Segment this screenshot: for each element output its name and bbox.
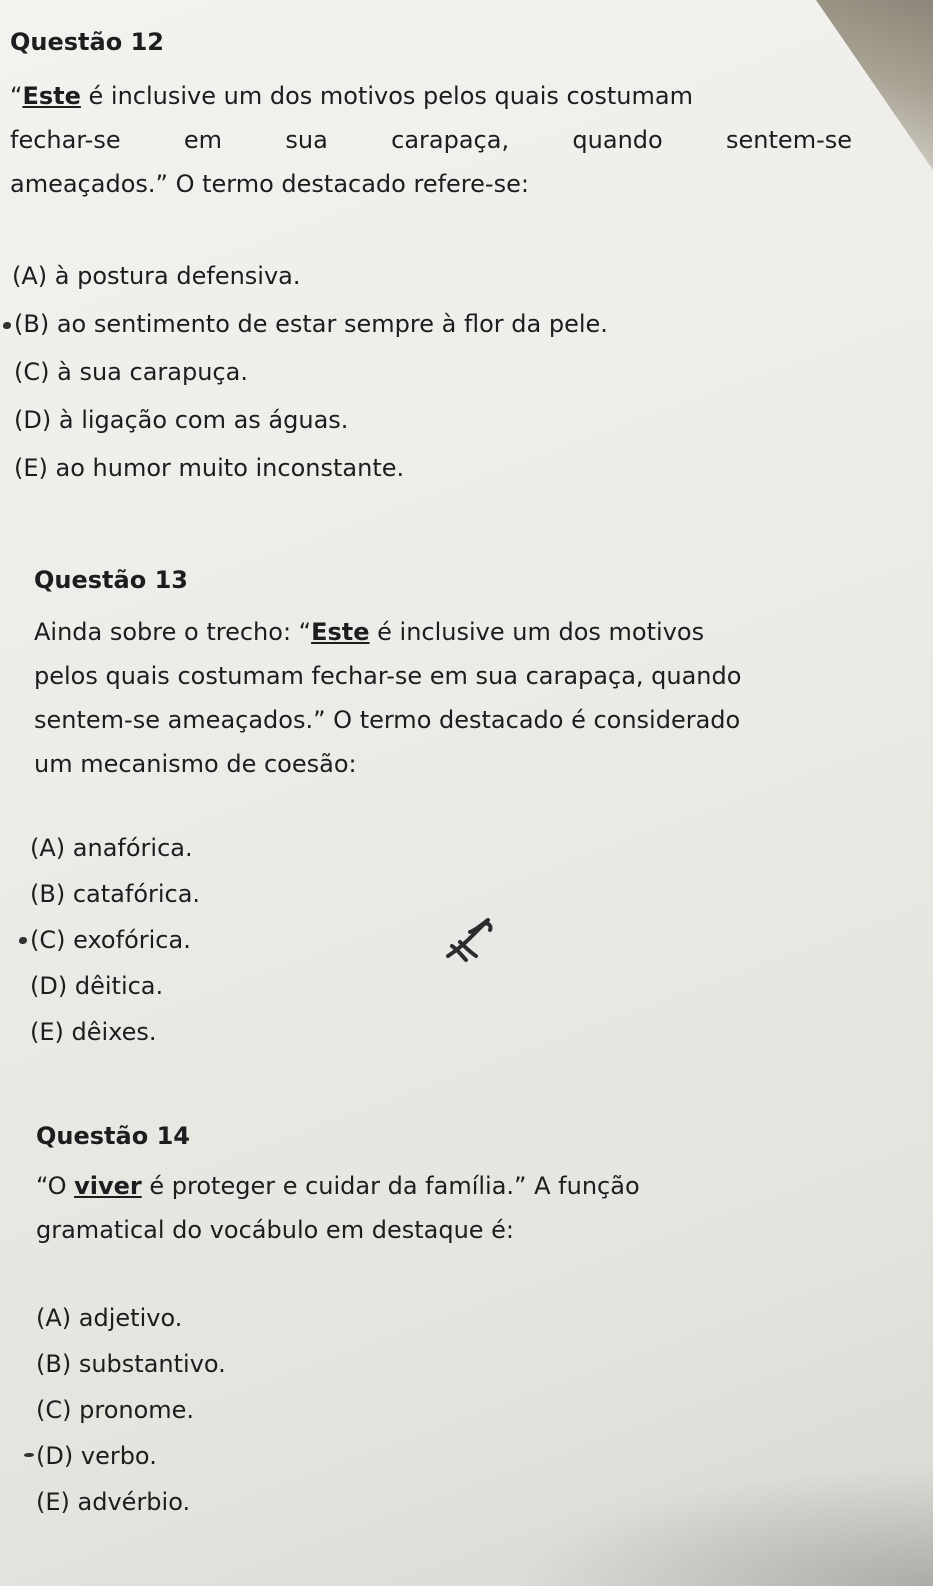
question-12-option-a[interactable]: (A) à postura defensiva.: [12, 262, 301, 290]
handwritten-check-icon: [440, 912, 500, 968]
pencil-mark: [3, 322, 11, 329]
question-13-stem-line-1: Ainda sobre o trecho: “Este é inclusive um dos motivos: [34, 618, 705, 646]
pencil-mark: [24, 1453, 34, 1457]
question-12-option-e[interactable]: (E) ao humor muito inconstante.: [14, 454, 405, 482]
question-13-title: Questão 13: [34, 566, 188, 594]
question-14-highlighted-term: viver: [74, 1172, 142, 1200]
question-14-stem-line-1: “O viver é proteger e cuidar da família.” A função: [36, 1172, 640, 1200]
question-14-option-a[interactable]: (A) adjetivo.: [36, 1304, 183, 1332]
question-13-stem-line-2: pelos quais costumam fechar-se em sua carapaça, quando: [34, 662, 742, 690]
question-13-highlighted-term: Este: [311, 618, 370, 646]
question-13-stem-line-4: um mecanismo de coesão:: [34, 750, 357, 778]
question-12-highlighted-term: Este: [22, 82, 81, 110]
question-13-option-d[interactable]: (D) dêitica.: [30, 972, 164, 1000]
question-12-stem-line-3: ameaçados.” O termo destacado refere-se:: [10, 170, 529, 198]
question-13-option-a[interactable]: (A) anafórica.: [30, 834, 193, 862]
question-14-stem-line-2: gramatical do vocábulo em destaque é:: [36, 1216, 515, 1244]
question-13-option-b[interactable]: (B) catafórica.: [30, 880, 201, 908]
question-14-title: Questão 14: [36, 1122, 190, 1150]
question-12-stem-line-2: fechar-se em sua carapaça, quando sentem-se: [10, 126, 852, 154]
question-12-stem-line-1: “Este é inclusive um dos motivos pelos quais costumam: [10, 82, 693, 110]
question-14-option-d[interactable]: (D) verbo.: [36, 1442, 157, 1470]
question-13-option-e[interactable]: (E) dêixes.: [30, 1018, 157, 1046]
question-12-option-d[interactable]: (D) à ligação com as águas.: [14, 406, 349, 434]
question-14-option-c[interactable]: (C) pronome.: [36, 1396, 195, 1424]
question-14-option-b[interactable]: (B) substantivo.: [36, 1350, 226, 1378]
pencil-mark: [19, 937, 27, 944]
question-12-option-c[interactable]: (C) à sua carapuça.: [14, 358, 248, 386]
question-14-option-e[interactable]: (E) advérbio.: [36, 1488, 191, 1516]
question-13-stem-line-3: sentem-se ameaçados.” O termo destacado é considerado: [34, 706, 741, 734]
question-13-option-c[interactable]: (C) exofórica.: [30, 926, 191, 954]
question-12-title: Questão 12: [10, 28, 164, 56]
question-12-option-b[interactable]: (B) ao sentimento de estar sempre à flor da pele.: [14, 310, 608, 338]
paper-shadow: [513, 1466, 933, 1586]
